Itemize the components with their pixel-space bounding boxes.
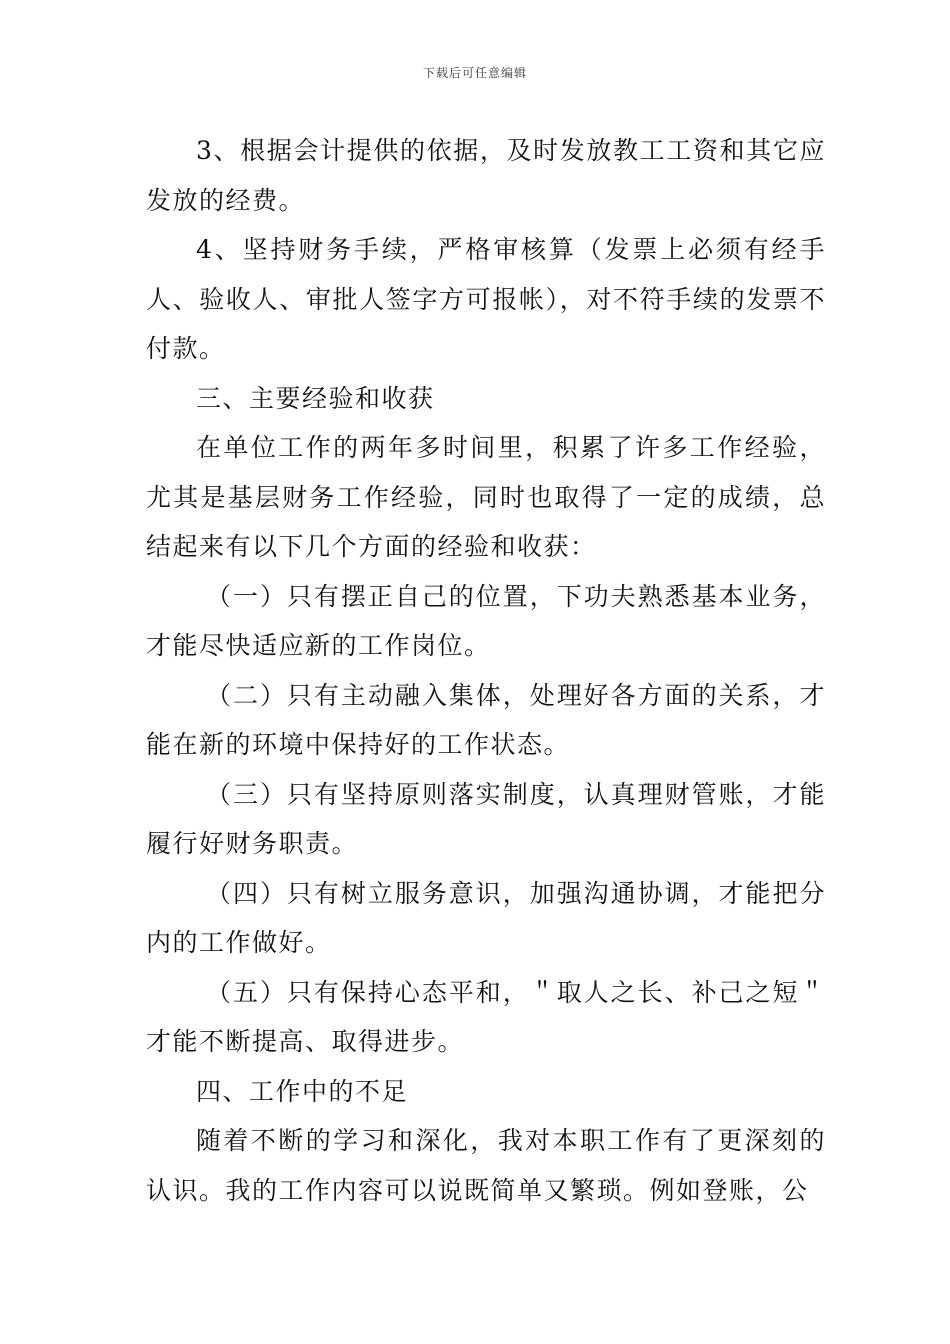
paragraph-experience-intro: 在单位工作的两年多时间里，积累了许多工作经验，尤其是基层财务工作经验，同时也取得了一定的成绩，总结起来有以下几个方面的经验和收获： — [146, 433, 826, 561]
paragraph-point-2: （二）只有主动融入集体，处理好各方面的关系，才能在新的环境中保持好的工作状态。 — [146, 680, 826, 759]
paragraph-shortcomings: 随着不断的学习和深化，我对本职工作有了更深刻的认识。我的工作内容可以说既简单又繁琐。例如登账，公 — [146, 1126, 826, 1205]
section-heading-3: 三、主要经验和收获 — [196, 383, 435, 413]
paragraph-point-3: （三）只有坚持原则落实制度，认真理财管账，才能履行好财务职责。 — [146, 779, 826, 858]
paragraph-point-4: （四）只有树立服务意识，加强沟通协调，才能把分内的工作做好。 — [146, 878, 826, 957]
paragraph-point-5: （五）只有保持心态平和，＂取人之长、补己之短＂才能不断提高、取得进步。 — [146, 977, 826, 1056]
page-header: 下载后可任意编辑 — [422, 66, 527, 80]
document-body — [146, 126, 826, 1215]
paragraph-item-4: 4、坚持财务手续，严格审核算（发票上必须有经手人、验收人、审批人签字方可报帐），对不符手续的发票不付款。 — [146, 235, 826, 363]
paragraph-item-3: 3、根据会计提供的依据，及时发放教工工资和其它应发放的经费。 — [146, 136, 826, 215]
paragraph-point-1: （一）只有摆正自己的位置，下功夫熟悉基本业务，才能尽快适应新的工作岗位。 — [146, 581, 826, 660]
section-heading-4: 四、工作中的不足 — [196, 1076, 409, 1106]
